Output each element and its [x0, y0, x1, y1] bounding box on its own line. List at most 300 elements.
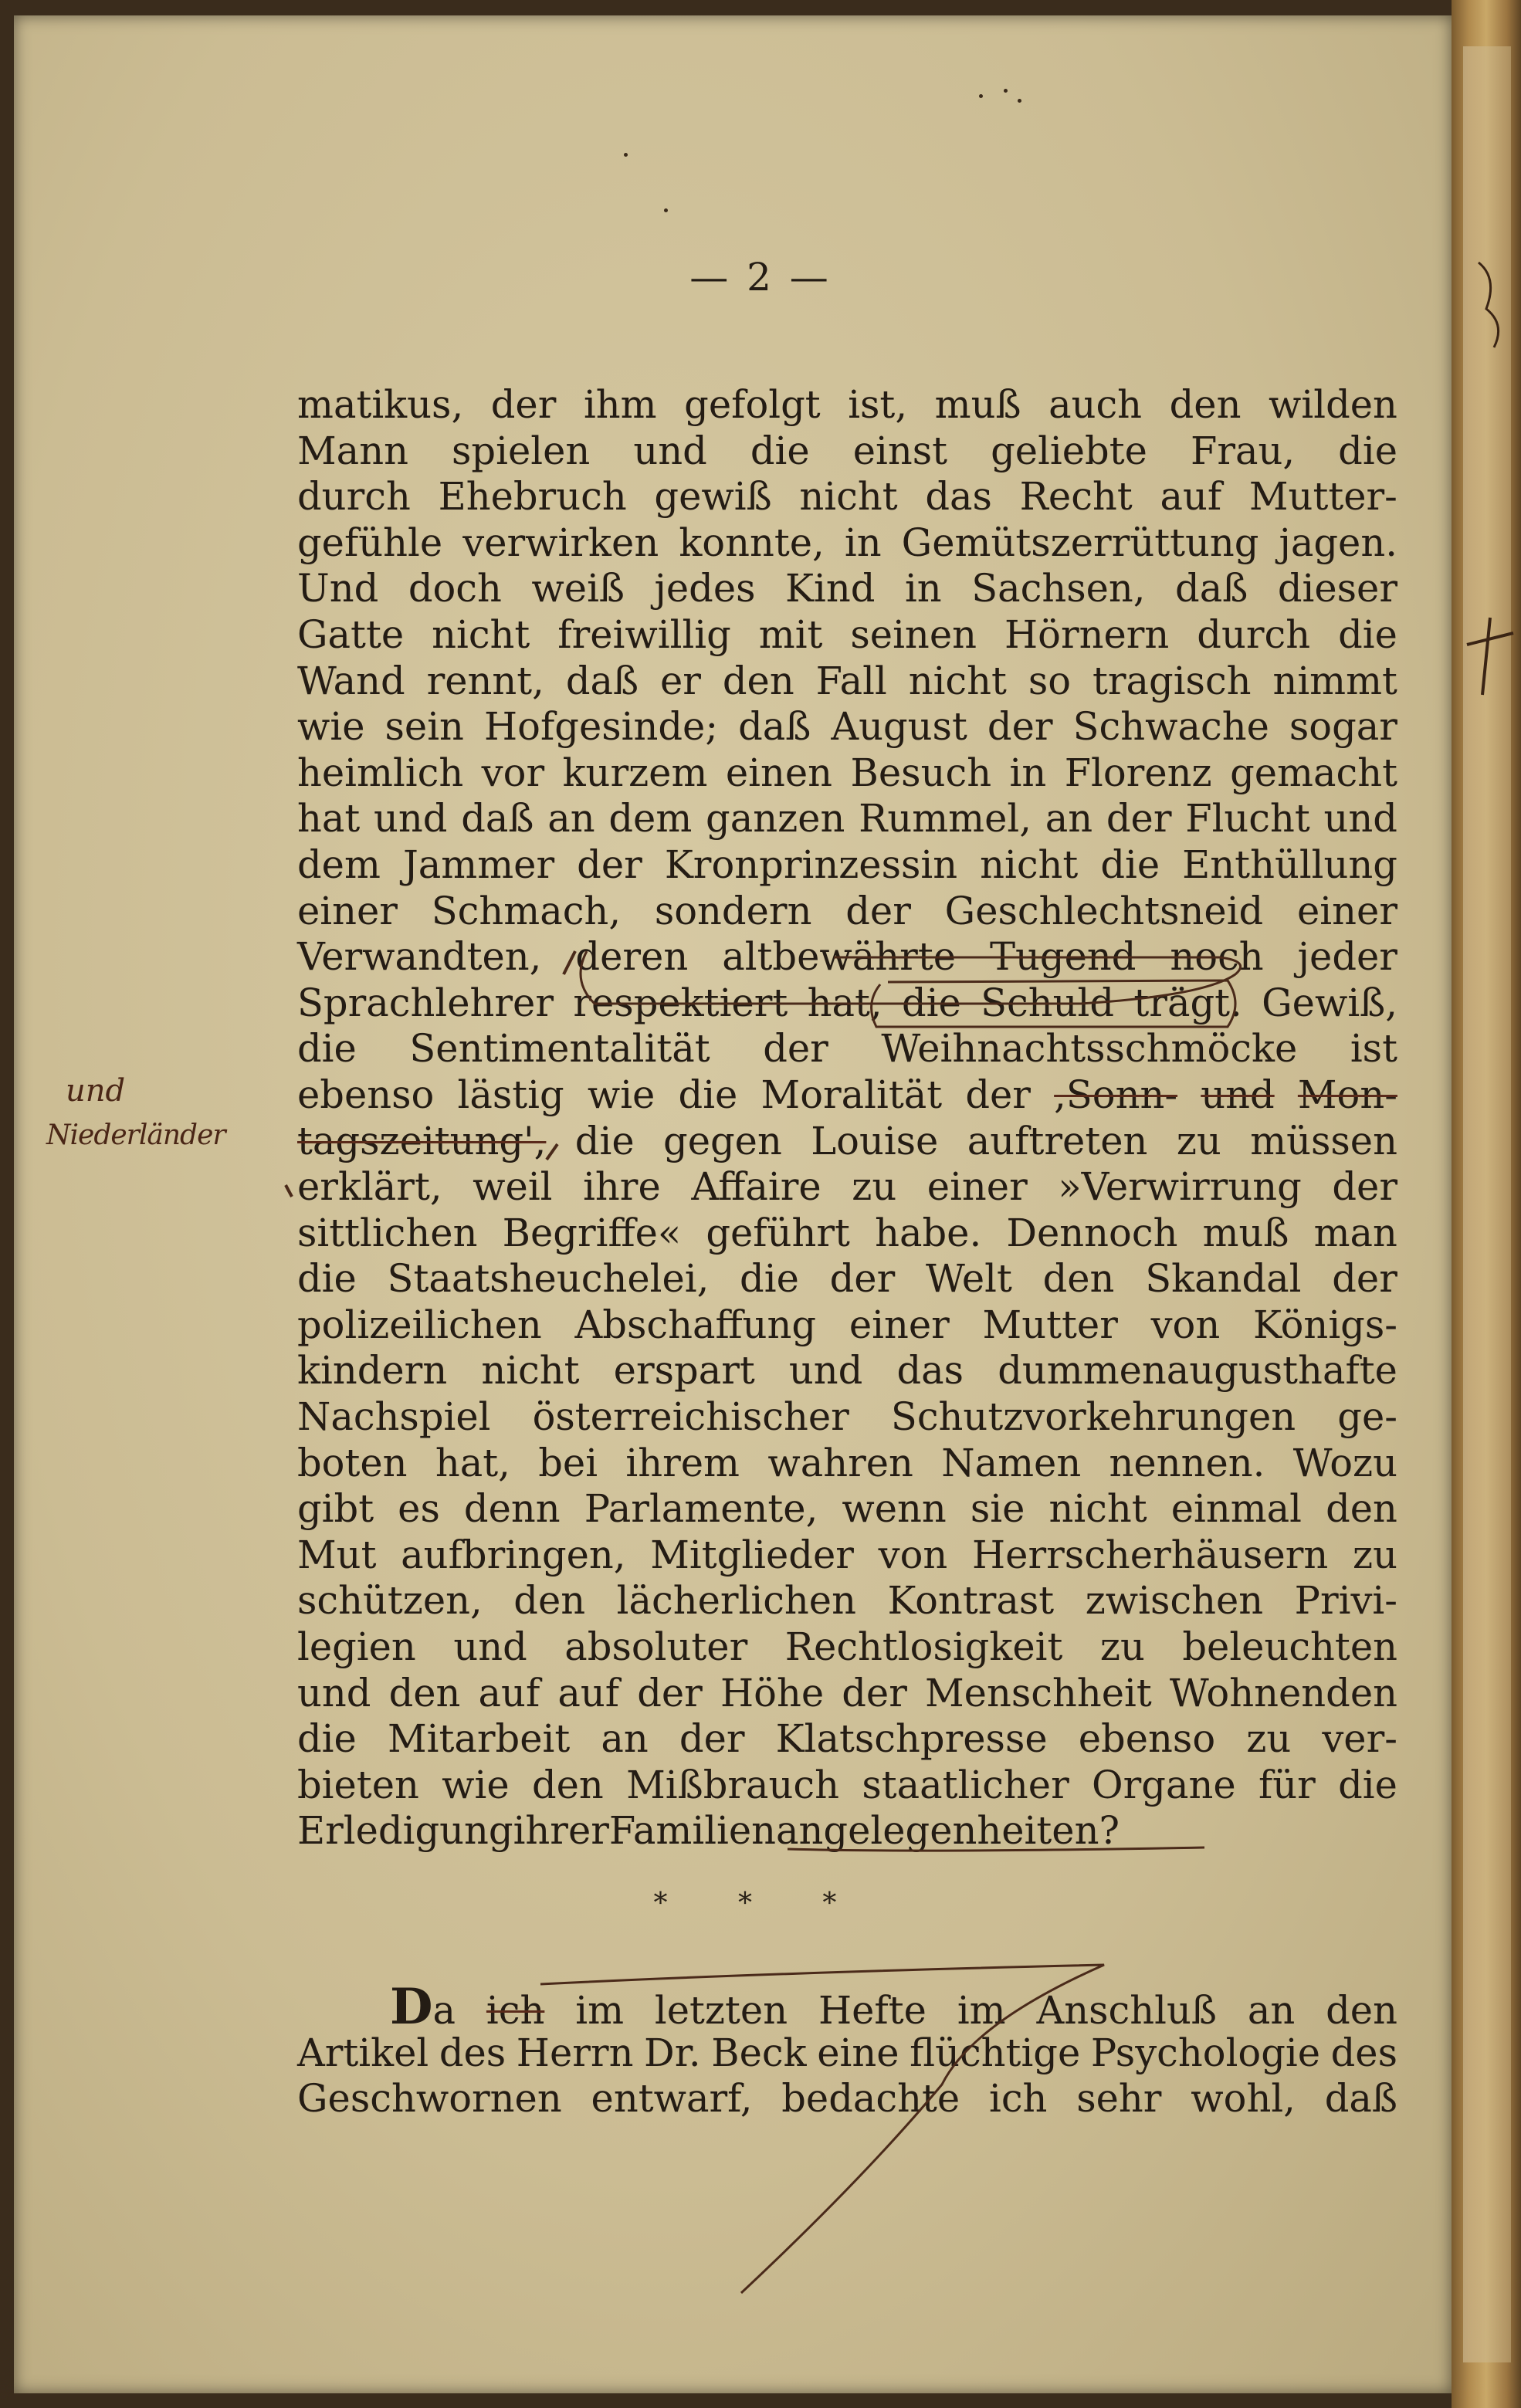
word: von	[878, 1532, 948, 1577]
margin-note-line: Niederländer	[46, 1119, 225, 1151]
word: und	[1201, 1072, 1275, 1117]
text-line	[297, 1211, 1397, 1257]
word: schützen,	[297, 1578, 483, 1624]
word: spielen	[452, 428, 591, 473]
word: Ehebruch	[438, 474, 627, 520]
word: den	[722, 658, 794, 703]
word: trägt.	[1133, 980, 1242, 1025]
word: auftreten	[967, 1118, 1148, 1163]
word: gegen	[663, 1118, 782, 1163]
word: sehr	[1076, 2076, 1162, 2122]
text-line	[297, 980, 1397, 1027]
word: gemacht	[1230, 750, 1397, 795]
word: und	[633, 428, 707, 473]
word: der	[845, 888, 911, 933]
word: polizeilichen	[297, 1302, 542, 1347]
word: Verwandten,	[297, 934, 542, 980]
text-line	[297, 2076, 1397, 2122]
word: Tugend	[989, 934, 1137, 980]
word: die	[1338, 1762, 1397, 1807]
word: entwarf,	[591, 2076, 753, 2122]
text-line	[297, 612, 1397, 659]
word: muß	[934, 382, 1021, 427]
word: konnte,	[679, 520, 825, 565]
next-page-strip	[1463, 46, 1511, 2362]
word: a	[432, 1988, 456, 2033]
word: einer	[926, 1164, 1028, 1210]
word: deren	[575, 934, 689, 980]
text-line	[297, 428, 1397, 475]
word: daß	[1324, 2076, 1397, 2122]
word: Hefte	[818, 1988, 926, 2033]
word: erklärt,	[297, 1164, 442, 1210]
word: daß	[1175, 566, 1248, 611]
word: noch	[1170, 934, 1264, 980]
word: Begriffe«	[502, 1210, 682, 1255]
word: es	[398, 1486, 440, 1532]
word: und	[788, 1348, 863, 1394]
text-line	[297, 1978, 1397, 2036]
word: durch	[1197, 611, 1311, 657]
word: ihrem	[625, 1440, 740, 1485]
word: der	[679, 1716, 745, 1762]
word: der	[490, 382, 557, 427]
word: ich	[486, 1988, 545, 2033]
word: kurzem	[562, 750, 708, 795]
word: ihre	[583, 1164, 661, 1210]
text-line	[297, 1578, 1397, 1624]
word: man	[1313, 1210, 1397, 1255]
text-line	[297, 1302, 1397, 1349]
word: staatlicher	[862, 1762, 1069, 1807]
word: die	[901, 980, 961, 1025]
word: und	[453, 1624, 527, 1670]
text-line	[297, 1026, 1397, 1072]
word: bei	[538, 1440, 598, 1485]
word: an	[1045, 796, 1093, 842]
text-line	[297, 2030, 1397, 2077]
word: muß	[1202, 1210, 1289, 1255]
text-line	[297, 1348, 1397, 1394]
text-line	[297, 1394, 1397, 1441]
word: hat	[297, 796, 361, 842]
word: sondern	[654, 888, 812, 933]
word: Affaire	[691, 1164, 821, 1210]
word: ich	[989, 2076, 1048, 2122]
word: die	[1100, 842, 1160, 887]
word: von	[1150, 1302, 1221, 1347]
word: Geschwornen	[297, 2076, 562, 2122]
word: gewiß	[654, 474, 772, 520]
word: die	[750, 428, 810, 473]
word: rennt,	[426, 658, 544, 703]
word: Mitarbeit	[387, 1716, 571, 1762]
word: der	[1332, 1256, 1397, 1302]
word: wenn	[842, 1486, 947, 1532]
word: Königs-	[1252, 1302, 1397, 1347]
word: flüchtige	[910, 2030, 1081, 2075]
speck	[624, 153, 628, 157]
word: und	[1323, 796, 1397, 842]
word: und	[297, 1670, 371, 1715]
word: Wozu	[1292, 1440, 1397, 1485]
word: den	[388, 1670, 461, 1715]
word: der	[842, 1670, 907, 1715]
word: der	[577, 842, 642, 887]
word: Menschheit	[925, 1670, 1152, 1715]
speck	[664, 208, 668, 212]
word: Hörnern	[1004, 611, 1170, 657]
word: weiß	[531, 566, 625, 611]
word: Abschaffung	[574, 1302, 817, 1347]
word: Gewiß,	[1262, 980, 1397, 1025]
word: im	[575, 1988, 625, 2033]
word: so	[1028, 658, 1072, 703]
word: Enthüllung	[1182, 842, 1397, 887]
word: er	[659, 658, 701, 703]
word: den	[1169, 382, 1242, 427]
word: doch	[408, 566, 502, 611]
word: nicht	[799, 474, 898, 520]
word: der	[987, 704, 1053, 750]
word: nicht	[481, 1348, 580, 1394]
word: Fall	[815, 658, 887, 703]
text-line	[297, 1486, 1397, 1533]
word: seinen	[850, 611, 977, 657]
word: an	[601, 1716, 649, 1762]
text-line	[297, 889, 1397, 935]
word: der	[763, 1026, 828, 1072]
word: Erledigung	[297, 1808, 513, 1854]
word: beleuchten	[1182, 1624, 1397, 1670]
word: Recht	[1019, 474, 1133, 520]
text-line	[297, 566, 1397, 612]
word: zu	[1246, 1716, 1292, 1762]
word: Familienangelegenheiten?	[608, 1808, 1120, 1854]
word: einer	[1297, 888, 1397, 933]
word: das	[896, 1348, 964, 1394]
word: ebenso	[1078, 1716, 1216, 1762]
word: die	[297, 1716, 357, 1762]
word: Dennoch	[1006, 1210, 1178, 1255]
word: ist,	[848, 382, 908, 427]
word: dieser	[1277, 566, 1397, 611]
word: Namen	[941, 1440, 1082, 1485]
word: Wohnenden	[1169, 1670, 1397, 1715]
word: den	[1326, 1486, 1397, 1532]
word: mit	[758, 611, 823, 657]
word: weil	[473, 1164, 553, 1210]
word: Besuch	[850, 750, 992, 795]
word: Rummel,	[859, 796, 1032, 842]
word: aufbringen,	[401, 1532, 626, 1577]
word: Sentimentalität	[409, 1026, 710, 1072]
word: heimlich	[297, 750, 464, 795]
text-line	[297, 1763, 1397, 1809]
word: »Verwirrung	[1058, 1164, 1302, 1210]
word: eine	[817, 2030, 899, 2075]
word: Weihnachtsschmöcke	[881, 1026, 1298, 1072]
word: ihm	[583, 382, 657, 427]
word: nicht	[1048, 1486, 1147, 1532]
word: Schutzvorkehrungen	[890, 1394, 1296, 1440]
text-line	[297, 1164, 1397, 1211]
margin-note-line: und	[66, 1073, 126, 1109]
word: nennen.	[1109, 1440, 1265, 1485]
word: sittlichen	[297, 1210, 478, 1255]
word: wilden	[1269, 382, 1397, 427]
word: erspart	[613, 1348, 755, 1394]
word: ebenso	[297, 1072, 435, 1117]
word: Welt	[925, 1256, 1012, 1302]
second-paragraph	[297, 1978, 1397, 2122]
word: in	[904, 566, 942, 611]
word: hat,	[435, 1440, 510, 1485]
word: Mann	[297, 428, 408, 473]
text-line	[297, 520, 1397, 567]
word: Dr.	[644, 2030, 701, 2075]
word: ,Sonn-	[1054, 1072, 1178, 1117]
word: Geschlechtsneid	[944, 888, 1264, 933]
word: tagszeitung',	[297, 1118, 547, 1163]
word: Artikel	[297, 2030, 429, 2075]
word: Mißbrauch	[626, 1762, 840, 1807]
word: daß	[738, 704, 811, 750]
word: verwirken	[462, 520, 659, 565]
text-line	[297, 1119, 1397, 1165]
word: die	[740, 1256, 799, 1302]
word: im	[957, 1988, 1006, 2033]
word: Skandal	[1145, 1256, 1302, 1302]
word: Mutter	[982, 1302, 1118, 1347]
word: einer	[297, 888, 398, 933]
word: Wand	[297, 658, 405, 703]
word: gefolgt	[684, 382, 821, 427]
page-number: — 2 —	[689, 255, 832, 300]
text-line	[297, 1716, 1397, 1763]
text-line	[297, 659, 1397, 705]
word: die	[297, 1026, 357, 1072]
word: Mutter-	[1248, 474, 1397, 520]
word: den	[513, 1578, 586, 1624]
word: daß	[461, 796, 534, 842]
word: an	[547, 796, 595, 842]
word: jeder	[1297, 934, 1397, 980]
word: zwischen	[1085, 1578, 1264, 1624]
word: Schwache	[1072, 704, 1269, 750]
word: gefühle	[297, 520, 443, 565]
word: Psychologie	[1090, 2030, 1321, 2075]
word: bedachte	[781, 2076, 960, 2122]
word: sein	[384, 704, 464, 750]
word: nicht	[980, 842, 1079, 887]
text-line	[297, 934, 1397, 980]
word: zu	[852, 1164, 897, 1210]
word: nicht	[908, 658, 1007, 703]
word: hat,	[807, 980, 882, 1025]
word: Kronprinzessin	[664, 842, 958, 887]
speck	[1018, 99, 1021, 103]
word: Nachspiel	[297, 1394, 491, 1440]
word: denn	[463, 1486, 561, 1532]
word: Rechtlosigkeit	[784, 1624, 1063, 1670]
word: Sachsen,	[971, 566, 1146, 611]
word: wie	[442, 1762, 510, 1807]
word: Klatschpresse	[775, 1716, 1048, 1762]
word: boten	[297, 1440, 408, 1485]
word: tragisch	[1092, 658, 1252, 703]
word: zu	[1176, 1118, 1221, 1163]
drop-cap: D	[390, 1978, 433, 2036]
text-line	[297, 796, 1397, 842]
word: Mitglieder	[650, 1532, 854, 1577]
word: nimmt	[1272, 658, 1397, 703]
word: der	[829, 1256, 896, 1302]
word: Kind	[785, 566, 876, 611]
word: zu	[1099, 1624, 1145, 1670]
speck	[979, 94, 983, 98]
word: auf	[1160, 474, 1222, 520]
word: nicht	[432, 611, 530, 657]
word: ihrer	[513, 1808, 609, 1854]
word: August	[831, 704, 967, 750]
word: die	[297, 1256, 357, 1302]
word: ist	[1350, 1026, 1397, 1072]
word: Beck	[711, 2030, 807, 2075]
word: Hofgesinde;	[483, 704, 719, 750]
word: jagen.	[1279, 520, 1397, 565]
word: Parlamente,	[584, 1486, 818, 1532]
word: einmal	[1170, 1486, 1303, 1532]
word: auf	[478, 1670, 540, 1715]
word: den	[1042, 1256, 1115, 1302]
text-line	[297, 1671, 1397, 1717]
word: altbewährte	[722, 934, 957, 980]
text-line	[297, 1533, 1397, 1579]
word: dem	[608, 796, 693, 842]
word: an	[1247, 1988, 1296, 2033]
word: durch	[297, 474, 411, 520]
word: müssen	[1250, 1118, 1397, 1163]
text-line	[297, 1072, 1397, 1119]
word: der	[637, 1670, 703, 1715]
word: Flucht	[1185, 796, 1310, 842]
word: des	[439, 2030, 506, 2075]
word: Mon-	[1297, 1072, 1397, 1117]
first-line-rest	[433, 1988, 1398, 2034]
text-line	[297, 1808, 1397, 1854]
word: in	[1009, 750, 1047, 795]
word: die	[678, 1072, 738, 1117]
word: dem	[297, 842, 381, 887]
word: absoluter	[564, 1624, 748, 1670]
word: gibt	[297, 1486, 374, 1532]
word: der	[1332, 1164, 1397, 1210]
word: ver-	[1322, 1716, 1397, 1762]
word: jedes	[654, 566, 756, 611]
word: Kontrast	[887, 1578, 1055, 1624]
word: Privi-	[1294, 1578, 1397, 1624]
word: Gemütszerrüttung	[901, 520, 1259, 565]
text-line	[297, 382, 1397, 428]
word: letzten	[654, 1988, 788, 2033]
word: Sprachlehrer	[297, 980, 554, 1025]
word: wie	[297, 704, 365, 750]
text-line	[297, 842, 1397, 889]
word: das	[925, 474, 992, 520]
word: Florenz	[1064, 750, 1212, 795]
speck	[1004, 89, 1008, 93]
word: Jammer	[402, 842, 555, 887]
word: sogar	[1289, 704, 1397, 750]
text-line	[297, 1441, 1397, 1487]
word: wahren	[767, 1440, 913, 1485]
word: lächerlichen	[616, 1578, 856, 1624]
word: Schuld	[981, 980, 1115, 1025]
word: sie	[970, 1486, 1025, 1532]
word: einer	[849, 1302, 950, 1347]
text-line	[297, 704, 1397, 750]
word: der	[1106, 796, 1172, 842]
word: zu	[1352, 1532, 1397, 1577]
word: einst	[852, 428, 948, 473]
word: daß	[565, 658, 639, 703]
word: legien	[297, 1624, 416, 1670]
word: kindern	[297, 1348, 448, 1394]
line-text	[297, 2030, 1397, 2077]
word: geliebte	[991, 428, 1147, 473]
word: den	[531, 1762, 604, 1807]
word: die	[1338, 611, 1397, 657]
word: die	[574, 1118, 635, 1163]
word: einen	[725, 750, 833, 795]
section-separator: * * *	[653, 1888, 868, 1919]
word: Und	[297, 566, 379, 611]
word: des	[1330, 2030, 1397, 2075]
word: dummenaugusthafte	[998, 1348, 1397, 1394]
text-line	[297, 474, 1397, 520]
word: Louise	[811, 1118, 939, 1163]
word: ge-	[1337, 1394, 1397, 1440]
word: vor	[481, 750, 545, 795]
word: für	[1258, 1762, 1316, 1807]
word: matikus,	[297, 382, 464, 427]
word: freiwillig	[557, 611, 731, 657]
word: wohl,	[1191, 2076, 1296, 2122]
word: ganzen	[706, 796, 845, 842]
word: der	[965, 1072, 1031, 1117]
word: Anschluß	[1036, 1988, 1217, 2033]
word: wie	[587, 1072, 655, 1117]
word: auf	[557, 1670, 620, 1715]
handwritten-margin-note	[31, 1073, 286, 1212]
word: Organe	[1092, 1762, 1236, 1807]
line-text	[297, 2076, 1397, 2122]
word: Höhe	[720, 1670, 825, 1715]
word: Herrn	[516, 2030, 634, 2075]
word: Herrscherhäusern	[972, 1532, 1329, 1577]
word: auch	[1048, 382, 1143, 427]
word: die	[1338, 428, 1397, 473]
word: lästig	[457, 1072, 564, 1117]
main-paragraph	[297, 382, 1397, 1854]
text-line	[297, 750, 1397, 797]
word: Staatsheuchelei,	[387, 1256, 710, 1302]
word: habe.	[875, 1210, 982, 1255]
word: Frau,	[1190, 428, 1296, 473]
word: österreichischer	[532, 1394, 849, 1440]
text-line	[297, 1256, 1397, 1302]
